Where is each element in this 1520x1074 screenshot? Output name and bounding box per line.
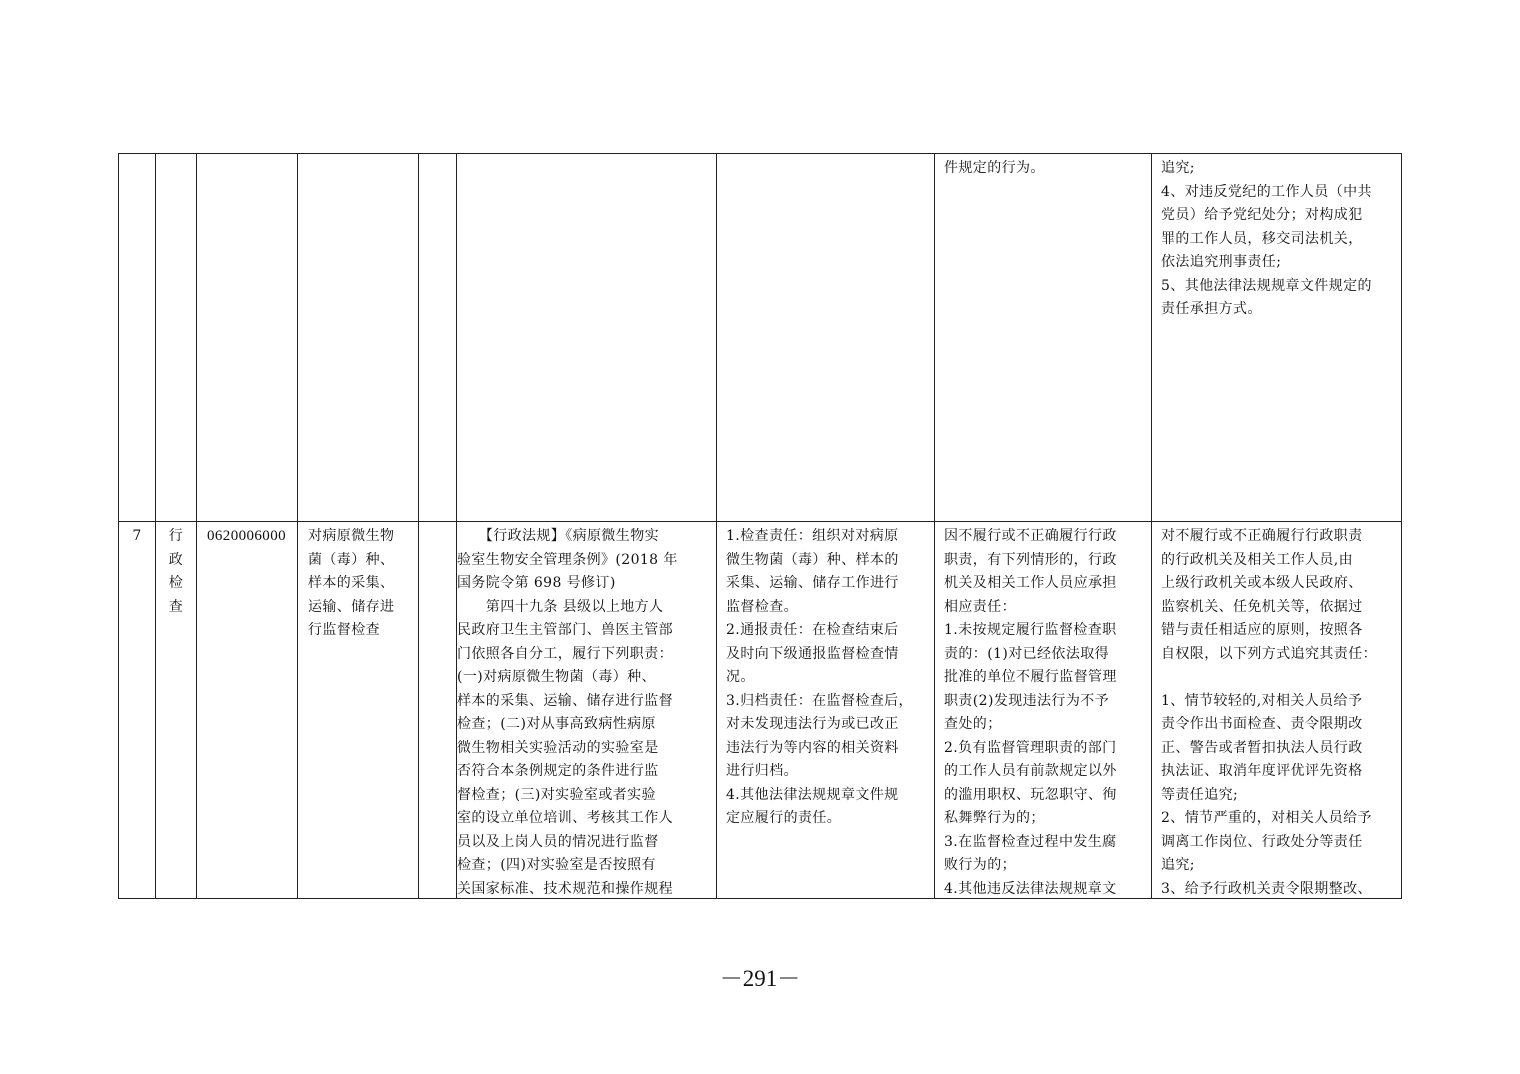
text-line: 4.其他违反法律法规规章文 — [944, 880, 1117, 897]
text-line: 因不履行或不正确履行行政 — [944, 528, 1117, 544]
category-char: 查 — [168, 598, 184, 615]
text-line: 等责任追究; — [1161, 786, 1239, 803]
text-line: 4、对违反党纪的工作人员（中共 — [1161, 183, 1372, 200]
text-line: 关国家标准、技术规范和操作规程 — [457, 880, 673, 897]
text-line: 对未发现违法行为或已改正 — [726, 716, 899, 732]
item-code: 0620006000 — [207, 528, 286, 544]
text-line: 检查；(二)对从事高致病性病原 — [457, 716, 656, 732]
responsibility-cell — [726, 525, 933, 831]
seq-cell — [119, 525, 155, 549]
text-line: 的滥用职权、玩忽职守、徇 — [944, 786, 1117, 803]
text-line: 责令作出书面检查、责令限期改 — [1161, 716, 1363, 732]
category-char: 检 — [168, 575, 184, 591]
text-line: 职责，有下列情形的，行政 — [944, 551, 1117, 568]
text-line: 进行归档。 — [726, 763, 798, 779]
text-line: 检查；(四)对实验室是否按照有 — [457, 857, 656, 873]
category-char: 行 — [168, 528, 184, 544]
text-line: 微生物相关实验活动的实验室是 — [457, 739, 659, 756]
text-line: 微生物菌（毒）种、样本的 — [726, 551, 899, 568]
text-line: 党员）给予党纪处分；对构成犯 — [1161, 207, 1363, 223]
text-line: 监督检查。 — [726, 598, 798, 615]
text-line: 第四十九条 县级以上地方人 — [457, 598, 664, 615]
text-line: 查处的； — [944, 716, 1002, 732]
text-line: 行监督检查 — [308, 622, 380, 638]
table-top-border — [118, 153, 1402, 154]
text-line: 4.其他法律法规规章文件规 — [726, 786, 899, 803]
text-line: 对不履行或不正确履行行政职责 — [1161, 528, 1363, 544]
text-line: 机关及相关工作人员应承担 — [944, 575, 1117, 591]
text-line: 样本的采集、 — [308, 575, 395, 591]
text-line: 败行为的； — [944, 857, 1016, 873]
text-line: 3.在监督检查过程中发生腐 — [944, 833, 1117, 850]
text-line: 样本的采集、运输、储存进行监督 — [457, 692, 673, 709]
column-divider — [934, 153, 935, 899]
text-line: 3.归档责任：在监督检查后， — [726, 692, 913, 709]
text-line: 对病原微生物 — [308, 528, 395, 544]
code-cell — [207, 525, 297, 549]
row-number: 7 — [132, 528, 142, 544]
text-line: 及时向下级通报监督检查情 — [726, 645, 899, 662]
text-line: 错与责任相适应的原则，按照各 — [1161, 622, 1363, 638]
column-divider — [1151, 153, 1152, 899]
text-line: (一)对病原微生物菌（毒）种、 — [457, 669, 656, 685]
text-line: 况。 — [726, 669, 755, 685]
text-line: 【行政法规】《病原微生物实 — [457, 528, 659, 544]
text-line: 责的：(1)对已经依法取得 — [944, 645, 1110, 662]
violations-cell — [944, 525, 1150, 901]
column-divider — [418, 153, 419, 899]
column-divider — [1401, 153, 1402, 899]
legal-basis-cell — [457, 525, 715, 901]
category-char: 政 — [168, 551, 184, 568]
item-name-cell — [308, 525, 416, 643]
text-line: 5、其他法律法规规章文件规定的 — [1161, 277, 1372, 294]
text-line: 执法证、取消年度评优评先资格 — [1161, 763, 1363, 779]
text-line: 相应责任： — [944, 598, 1016, 615]
text-line: 追究; — [1161, 160, 1195, 176]
responsibility-table — [118, 153, 1402, 899]
text-line: 自权限，以下列方式追究其责任： — [1161, 645, 1377, 662]
text-line: 正、警告或者暂扣执法人员行政 — [1161, 739, 1363, 756]
liability-cell — [1161, 525, 1399, 901]
text-line: 责任承担方式。 — [1161, 301, 1262, 317]
text-line: 依法追究刑事责任; — [1161, 254, 1282, 270]
text-line: 2.通报责任：在检查结束后 — [726, 622, 899, 638]
text-line: 督检查；(三)对实验室或者实验 — [457, 786, 656, 803]
text-line: 否符合本条例规定的条件进行监 — [457, 763, 659, 779]
text-line: 件规定的行为。 — [944, 160, 1045, 176]
text-line: 的工作人员有前款规定以外 — [944, 763, 1117, 779]
page-number: －291－ — [719, 966, 801, 991]
text-line: 门依照各自分工，履行下列职责： — [457, 645, 673, 662]
column-divider — [297, 153, 298, 899]
column-divider — [716, 153, 717, 899]
text-line: 国务院令第 698 号修订) — [457, 575, 616, 591]
text-line: 民政府卫生主管部门、兽医主管部 — [457, 622, 673, 638]
text-line: 追究; — [1161, 857, 1195, 873]
text-line: 运输、储存进 — [308, 598, 395, 615]
text-line: 验室生物安全管理条例》(2018 年 — [457, 551, 678, 568]
text-line: 上级行政机关或本级人民政府、 — [1161, 575, 1363, 591]
text-line: 采集、运输、储存工作进行 — [726, 575, 899, 591]
category-cell — [156, 525, 196, 619]
text-line: 室的设立单位培训、考核其工作人 — [457, 810, 673, 826]
text-line: 定应履行的责任。 — [726, 810, 842, 826]
text-line: 违法行为等内容的相关资料 — [726, 739, 899, 756]
column-divider — [196, 153, 197, 899]
text-line: 2、情节严重的，对相关人员给予 — [1161, 810, 1372, 826]
text-line: 的行政机关及相关工作人员,由 — [1161, 551, 1354, 568]
row-divider — [118, 521, 1402, 522]
text-line: 职责(2)发现违法行为不予 — [944, 692, 1110, 709]
liability-cell-continued — [1161, 157, 1399, 322]
text-line: 罪的工作人员，移交司法机关， — [1161, 230, 1363, 247]
text-line: 1.未按规定履行监督检查职 — [944, 622, 1117, 638]
violations-cell-continued — [944, 157, 1148, 181]
text-line: 私舞弊行为的； — [944, 810, 1045, 826]
text-line: 2.负有监督管理职责的部门 — [944, 739, 1117, 756]
text-line: 员以及上岗人员的情况进行监督 — [457, 833, 659, 850]
text-line: 1.检查责任：组织对对病原 — [726, 528, 899, 544]
text-line: 监察机关、任免机关等，依据过 — [1161, 598, 1363, 615]
text-line: 批准的单位不履行监督管理 — [944, 669, 1117, 685]
text-line: 调离工作岗位、行政处分等责任 — [1161, 833, 1363, 850]
text-line: 3、给予行政机关责令限期整改、 — [1161, 880, 1372, 897]
text-line: 菌（毒）种、 — [308, 551, 395, 568]
text-line — [1161, 666, 1399, 690]
text-line: 1、情节较轻的,对相关人员给予 — [1161, 692, 1363, 709]
